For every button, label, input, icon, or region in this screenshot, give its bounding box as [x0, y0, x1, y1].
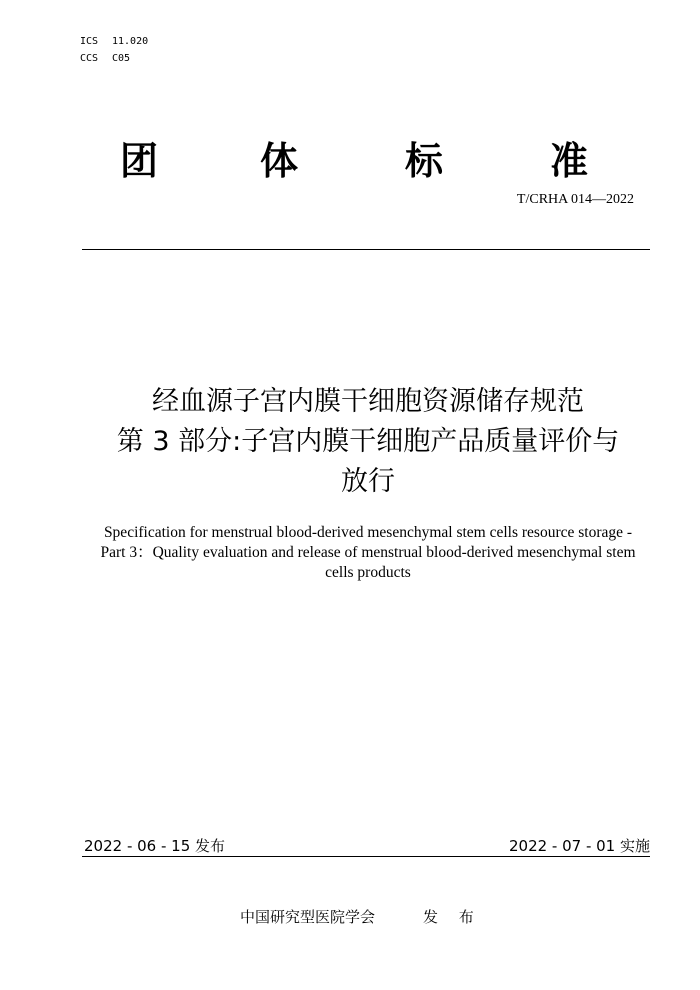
implementation-date: 2022 - 07 - 01 实施	[508, 837, 650, 855]
publisher-name: 中国研究型医院学会	[240, 908, 376, 926]
ccs-value: C05	[112, 53, 131, 64]
ics-value: 11.020	[112, 36, 149, 47]
ics-label: ICS	[80, 36, 99, 47]
standard-type-char-1: 团	[120, 139, 159, 183]
bottom-divider	[82, 856, 650, 857]
release-date: 2022 - 06 - 15 发布	[84, 837, 226, 855]
chinese-title-line-3: 放行	[341, 466, 395, 497]
english-title-line-1: Specification for menstrual blood-derived mesenchymal stem cells resource storage -	[103, 524, 633, 541]
ccs-code	[80, 50, 148, 67]
top-divider	[82, 249, 650, 250]
publish-label: 发 布	[423, 908, 482, 926]
ccs-label: CCS	[80, 53, 99, 64]
chinese-title-line-1: 经血源子宫内膜干细胞资源储存规范	[152, 386, 584, 417]
standard-type-char-3: 标	[405, 139, 444, 183]
english-title-line-2: Part 3：Quality evaluation and release of menstrual blood-derived mesenchymal stem	[100, 544, 636, 561]
standard-type-char-2: 体	[260, 139, 299, 183]
standard-number: T/CRHA 014—2022	[516, 192, 634, 207]
english-title	[80, 523, 656, 583]
english-title-line-3: cells products	[325, 564, 411, 581]
standard-type-heading	[80, 130, 650, 183]
chinese-title	[80, 382, 656, 502]
chinese-title-line-2: 第 3 部分:子宫内膜干细胞产品质量评价与	[116, 426, 620, 457]
classification-codes	[80, 33, 148, 67]
standard-type-char-4: 准	[550, 139, 589, 183]
ics-code	[80, 33, 148, 50]
